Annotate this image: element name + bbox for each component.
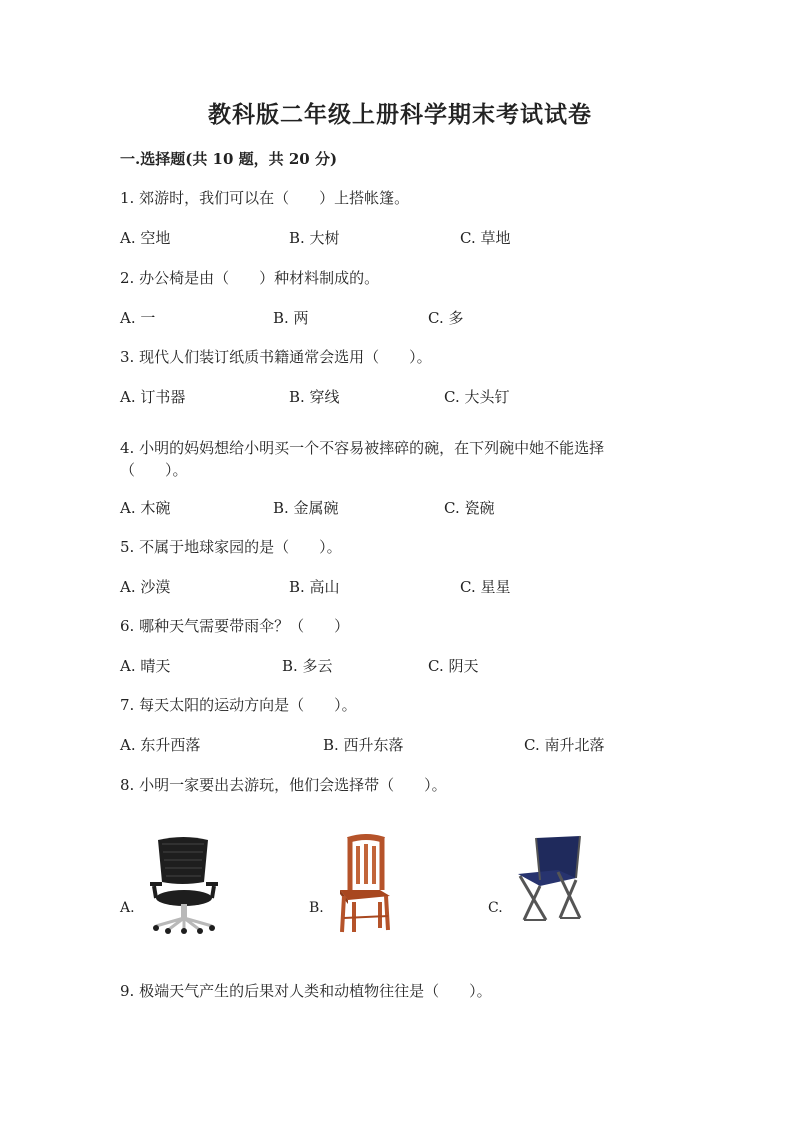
question-3: 3. 现代人们装订纸质书籍通常会选用（ ）。: [120, 348, 432, 366]
q5-option-c: C. 星星: [460, 578, 511, 596]
q2-option-c: C. 多: [428, 309, 464, 327]
q1-option-a: A. 空地: [120, 229, 171, 247]
q1-option-b: B. 大树: [289, 229, 340, 247]
q3-option-a: A. 订书器: [120, 388, 186, 406]
q3-option-c: C. 大头钉: [444, 388, 510, 406]
question-5: 5. 不属于地球家园的是（ ）。: [120, 538, 342, 556]
q6-option-a: A. 晴天: [120, 657, 171, 675]
q8-option-a: A.: [120, 900, 135, 916]
q8-option-b: B.: [309, 900, 324, 916]
q2-option-b: B. 两: [273, 309, 309, 327]
question-2: 2. 办公椅是由（ ）种材料制成的。: [120, 269, 380, 287]
question-8: 8. 小明一家要出去游玩，他们会选择带（ ）。: [120, 776, 447, 794]
q5-option-a: A. 沙漠: [120, 578, 171, 596]
section-heading: 一.选择题(共 10 题，共 20 分): [120, 150, 338, 168]
q7-option-a: A. 东升西落: [120, 736, 201, 754]
q3-option-b: B. 穿线: [289, 388, 340, 406]
question-6: 6. 哪种天气需要带雨伞？（ ）: [120, 617, 350, 635]
q7-option-b: B. 西升东落: [323, 736, 404, 754]
wooden-chair-image: [334, 834, 394, 934]
q7-option-c: C. 南升北落: [524, 736, 605, 754]
exam-title: 教科版二年级上册科学期末考试试卷: [208, 101, 592, 128]
question-4-line-1: 4. 小明的妈妈想给小明买一个不容易被摔碎的碗，在下列碗中她不能选择: [120, 439, 605, 457]
question-4-line-2: （ ）。: [120, 461, 188, 479]
question-1: 1. 郊游时，我们可以在（ ）上搭帐篷。: [120, 189, 410, 207]
folding-camp-chair-image: [514, 834, 588, 924]
question-9: 9. 极端天气产生的后果对人类和动植物往往是（ ）。: [120, 982, 492, 1000]
q5-option-b: B. 高山: [289, 578, 340, 596]
q6-option-b: B. 多云: [282, 657, 333, 675]
question-7: 7. 每天太阳的运动方向是（ ）。: [120, 696, 357, 714]
q4-option-a: A. 木碗: [120, 499, 171, 517]
q1-option-c: C. 草地: [460, 229, 511, 247]
q8-option-c: C.: [488, 900, 503, 916]
q2-option-a: A. 一: [120, 309, 156, 327]
q4-option-c: C. 瓷碗: [444, 499, 495, 517]
office-chair-image: [148, 834, 220, 934]
q4-option-b: B. 金属碗: [273, 499, 339, 517]
q6-option-c: C. 阴天: [428, 657, 479, 675]
